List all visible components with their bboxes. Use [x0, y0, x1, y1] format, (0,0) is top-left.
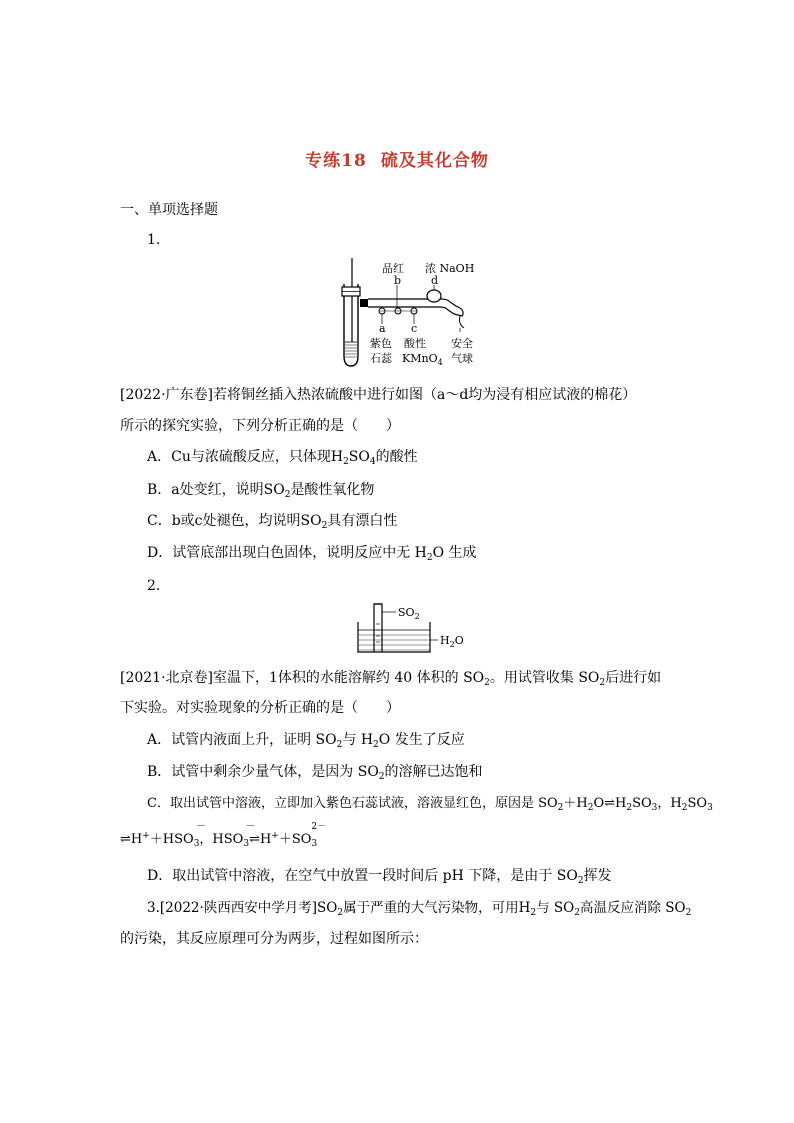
label-b-name: 品红 — [382, 262, 404, 275]
water-trough — [358, 622, 430, 652]
q2-stem-line1: [2021·北京卷]室温下，1体积的水能溶解约 40 体积的 $SO_2$。用试管收集 $SO_2$后进行如 — [120, 670, 662, 688]
q2-stem-line2: 下实验。对实验现象的分析正确的是（ ） — [120, 700, 400, 716]
q2-option-d[interactable]: D．取出试管中溶液，在空气中放置一段时间后 pH 下降，是由于 $SO_2$挥发 — [147, 868, 612, 886]
q2-number: 2. — [147, 578, 161, 594]
label-d-name: 浓 NaOH — [425, 262, 475, 275]
q2-option-c-line2[interactable]: $\rightleftharpoons H^++HSO_3$ － ，$HSO_3$ － $\rightleftharpoons H^++SO_3$ 2－ — [120, 821, 327, 849]
label-c-name1: 酸性 — [404, 337, 426, 350]
q2-option-a[interactable]: A．试管内液面上升，证明 $SO_2$与 $H_2O$ 发生了反应 — [147, 732, 465, 750]
label-a-name2: 石蕊 — [370, 352, 392, 365]
title-main: 专练18 — [305, 151, 367, 171]
title-topic: 硫及其化合物 — [380, 151, 489, 171]
connector — [360, 299, 368, 307]
q2-trough-figure — [350, 600, 470, 656]
q1-option-a[interactable]: A．Cu与浓硫酸反应，只体现$H_2SO_4$的酸性 — [147, 449, 418, 467]
balloon-outlet — [454, 306, 463, 316]
label-c-name2: KMnO$_4$ — [402, 352, 443, 367]
q3-stem-line1: 3.[2022·陕西西安中学月考]$SO_2$属于严重的大气污染物，可用$H_2$与 $SO_2$高温反应消除 $SO_2$ — [147, 900, 692, 918]
q1-apparatus-figure — [330, 258, 480, 370]
section-heading: 一、单项选择题 — [120, 202, 218, 218]
label-d: d — [431, 274, 439, 287]
label-a-name1: 紫色 — [370, 337, 392, 350]
label-c: c — [411, 322, 418, 335]
label-b: b — [394, 274, 402, 287]
label-balloon1: 安全 — [451, 337, 473, 350]
label-a: a — [379, 322, 386, 335]
inverted-tube — [374, 604, 382, 652]
q2-option-b[interactable]: B．试管中剩余少量气体，是因为 $SO_2$的溶解已达饱和 — [147, 764, 483, 782]
q3-stem-line2: 的污染，其反应原理可分为两步，过程如图所示： — [120, 931, 428, 947]
q1-option-b[interactable]: B．a处变红，说明$SO_2$是酸性氧化物 — [147, 482, 375, 500]
q2-option-c-line1[interactable]: C．取出试管中溶液，立即加入紫色石蕊试液，溶液显红色，原因是 $SO_2+H_2O\rightleftharpoons H_2SO_3$，$H_2SO_3$ — [147, 796, 713, 813]
q1-stem-line1: [2022·广东卷]若将铜丝插入热浓硫酸中进行如图（a～d均为浸有相应试液的棉花） — [120, 387, 637, 403]
q1-number: 1. — [147, 232, 161, 248]
page-title — [0, 146, 794, 171]
acid-liquid — [345, 342, 357, 364]
q1-option-c[interactable]: C．b或c处褪色，均说明$SO_2$具有漂白性 — [147, 513, 398, 531]
q1-stem-line2: 所示的探究实验，下列分析正确的是（ ） — [120, 418, 400, 434]
label-balloon2: 气球 — [451, 352, 473, 365]
label-so2: $SO_2$ — [398, 606, 420, 621]
q1-option-d[interactable]: D．试管底部出现白色固体，说明反应中无 $H_2O$ 生成 — [147, 545, 477, 563]
label-h2o: $H_2O$ — [440, 634, 464, 649]
cotton-d — [427, 290, 441, 302]
